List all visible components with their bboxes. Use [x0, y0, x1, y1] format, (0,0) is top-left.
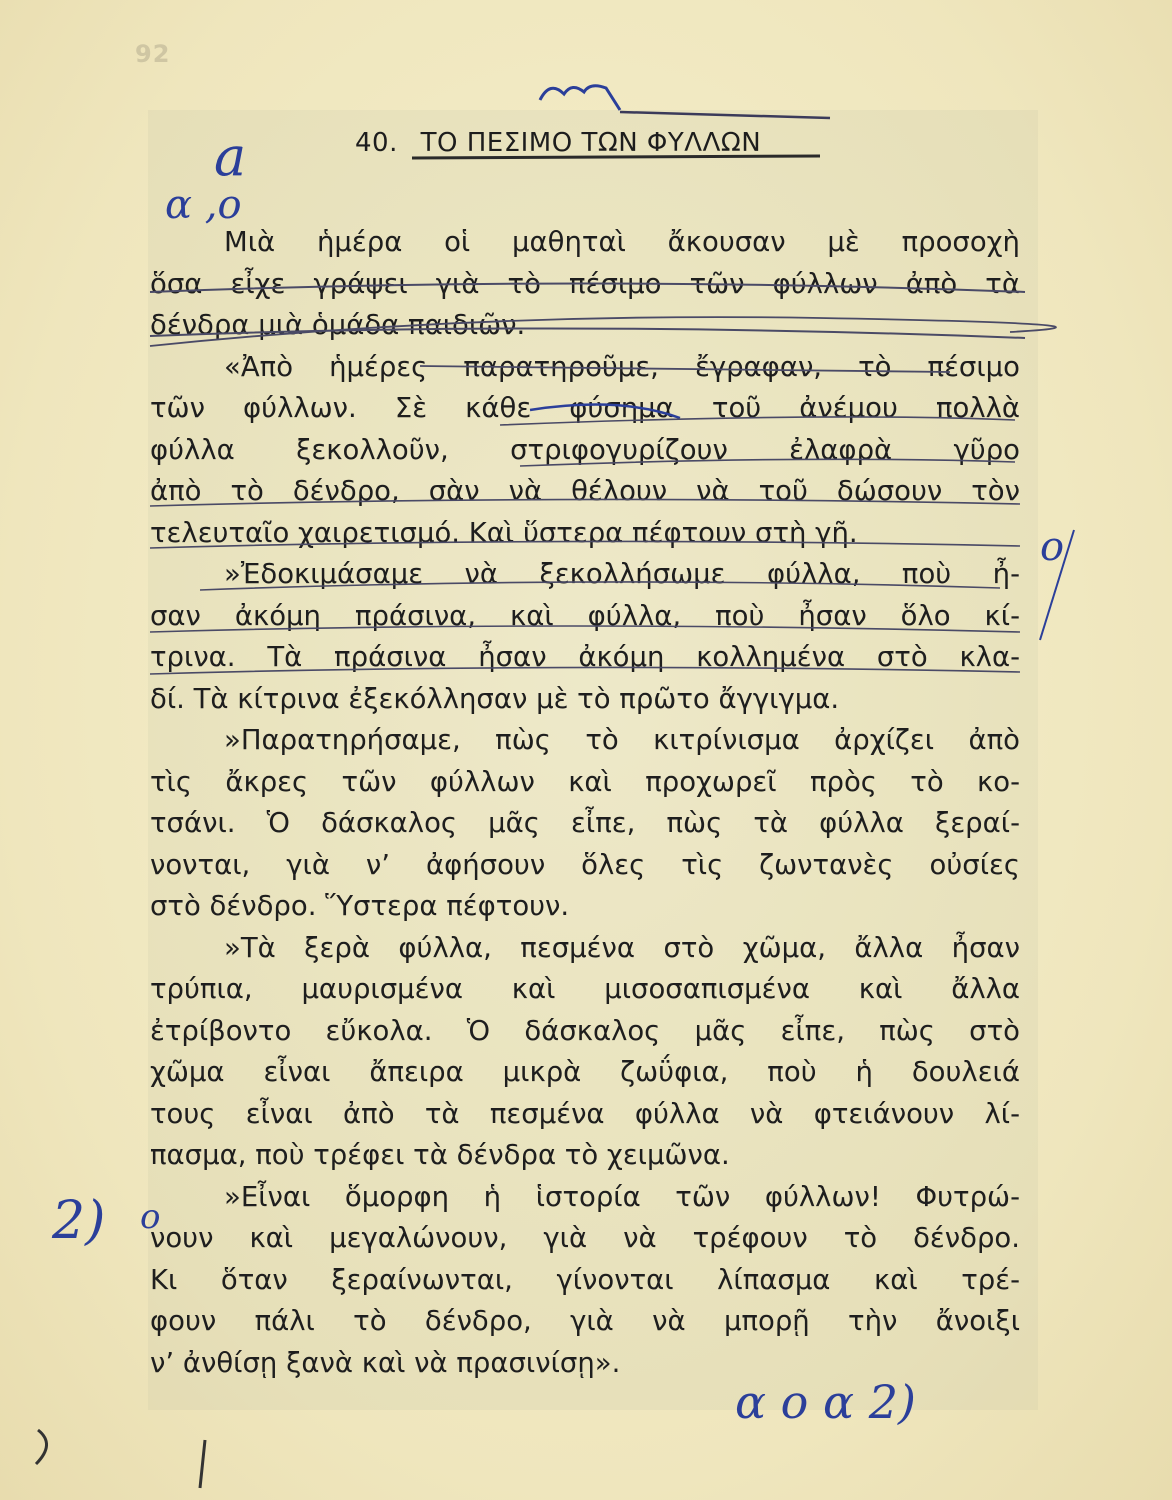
paragraph-5	[150, 928, 1020, 1177]
text-line: τσάνι. Ὁ δάσκαλος μᾶς εἶπε, πὼς τὰ φύλλα ξεραί-	[150, 807, 1020, 839]
text-line: σαν ἀκόμη πράσινα, καὶ φύλλα, ποὺ ἦσαν ὅλο κί-	[150, 599, 1020, 632]
text-line: τελευταῖο χαιρετισμό. Καὶ ὕστερα πέφτουν στὴ γῆ.	[150, 516, 858, 549]
paragraph-6	[150, 1177, 1020, 1385]
text-line: »Παρατηρήσαμε, πὼς τὸ κιτρίνισμα ἀρχίζει ἀπὸ	[224, 724, 1020, 756]
text-line: τους εἶναι ἀπὸ τὰ πεσμένα φύλλα νὰ φτειάνουν λί-	[150, 1097, 1020, 1130]
chapter-title: ΤΟ ΠΕΣΙΜΟ ΤΩΝ ΦΥΛΛΩΝ	[420, 128, 762, 158]
text-line: φύλλα ξεκολλοῦν, στριφογυρίζουν ἐλαφρὰ γῦρο	[150, 433, 1020, 466]
margin-stroke	[200, 1440, 205, 1488]
text-line: χῶμα εἶναι ἄπειρα μικρὰ ζωΰφια, ποὺ ἡ δουλειά	[150, 1056, 1020, 1088]
text-line: στὸ δένδρο. Ὕστερα πέφτουν.	[150, 890, 570, 922]
handwritten-mark: ο	[140, 1197, 161, 1237]
text-line: Μιὰ ἡμέρα οἱ μαθηταὶ ἄκουσαν μὲ προσοχὴ	[224, 226, 1020, 258]
paragraph-4	[150, 720, 1020, 928]
text-line: Κι ὅταν ξεραίνωνται, γίνονται λίπασμα καὶ τρέ-	[150, 1263, 1020, 1296]
pen-scribble	[540, 86, 620, 110]
page-number: 92	[135, 40, 171, 68]
text-line: δένδρα μιὰ ὁμάδα παιδιῶν.	[150, 309, 526, 341]
paragraph-1	[150, 222, 1020, 347]
margin-stroke	[36, 1430, 47, 1464]
chapter-heading	[355, 128, 761, 158]
text-line: «Ἀπὸ ἡμέρες παρατηροῦμε, ἔγραφαν, τὸ πέσιμο	[224, 350, 1020, 383]
handwritten-mark: ο	[1040, 524, 1065, 570]
text-line: ἐτρίβοντο εὔκολα. Ὁ δάσκαλος μᾶς εἶπε, πὼς στὸ	[150, 1014, 1020, 1047]
handwritten-mark: α ,ο	[165, 182, 242, 228]
chapter-number: 40.	[355, 128, 398, 158]
text-line: πασμα, ποὺ τρέφει τὰ δένδρα τὸ χειμῶνα.	[150, 1139, 730, 1171]
text-line: τρύπια, μαυρισμένα καὶ μισοσαπισμένα καὶ ἄλλα	[150, 973, 1020, 1005]
text-line: ἀπὸ τὸ δένδρο, σὰν νὰ θέλουν νὰ τοῦ δώσουν τὸν	[150, 475, 1020, 507]
text-line: ὅσα εἶχε γράψει γιὰ τὸ πέσιμο τῶν φύλλων ἀπὸ τὰ	[150, 267, 1020, 300]
text-line: τῶν φύλλων. Σὲ κάθε φύσημα τοῦ ἀνέμου πολλὰ	[150, 392, 1020, 424]
margin-stroke	[1040, 530, 1074, 640]
body-text	[150, 222, 1020, 1384]
text-line: νονται, γιὰ ν’ ἀφήσουν ὅλες τὶς ζωντανὲς οὐσίες	[150, 848, 1020, 881]
text-line: τρινα. Τὰ πράσινα ἦσαν ἀκόμη κολλημένα στὸ κλα-	[150, 641, 1020, 673]
text-line: ν’ ἀνθίσῃ ξανὰ καὶ νὰ πρασινίσῃ».	[150, 1346, 621, 1379]
text-line: »Ἐδοκιμάσαμε νὰ ξεκολλήσωμε φύλλα, ποὺ ἦ-	[224, 558, 1020, 590]
handwritten-number: 2)	[52, 1191, 106, 1251]
text-line: δί. Τὰ κίτρινα ἐξεκόλλησαν μὲ τὸ πρῶτο ἄγγιγμα.	[150, 682, 840, 715]
text-line: νουν καὶ μεγαλώνουν, γιὰ νὰ τρέφουν τὸ δένδρο.	[150, 1222, 1020, 1254]
text-line: »Εἶναι ὅμορφη ἡ ἱστορία τῶν φύλλων! Φυτρώ-	[224, 1180, 1020, 1213]
text-line: τὶς ἄκρες τῶν φύλλων καὶ προχωρεῖ πρὸς τὸ κο-	[150, 765, 1020, 798]
text-line: »Τὰ ξερὰ φύλλα, πεσμένα στὸ χῶμα, ἄλλα ἦσαν	[224, 931, 1020, 964]
paragraph-3	[150, 554, 1020, 720]
text-line: φουν πάλι τὸ δένδρο, γιὰ νὰ μπορῇ τὴν ἄνοιξι	[150, 1305, 1020, 1337]
handwritten-letter: a	[214, 125, 247, 188]
paragraph-2	[150, 347, 1020, 555]
handwritten-mark: α ο α 2)	[735, 1375, 916, 1429]
